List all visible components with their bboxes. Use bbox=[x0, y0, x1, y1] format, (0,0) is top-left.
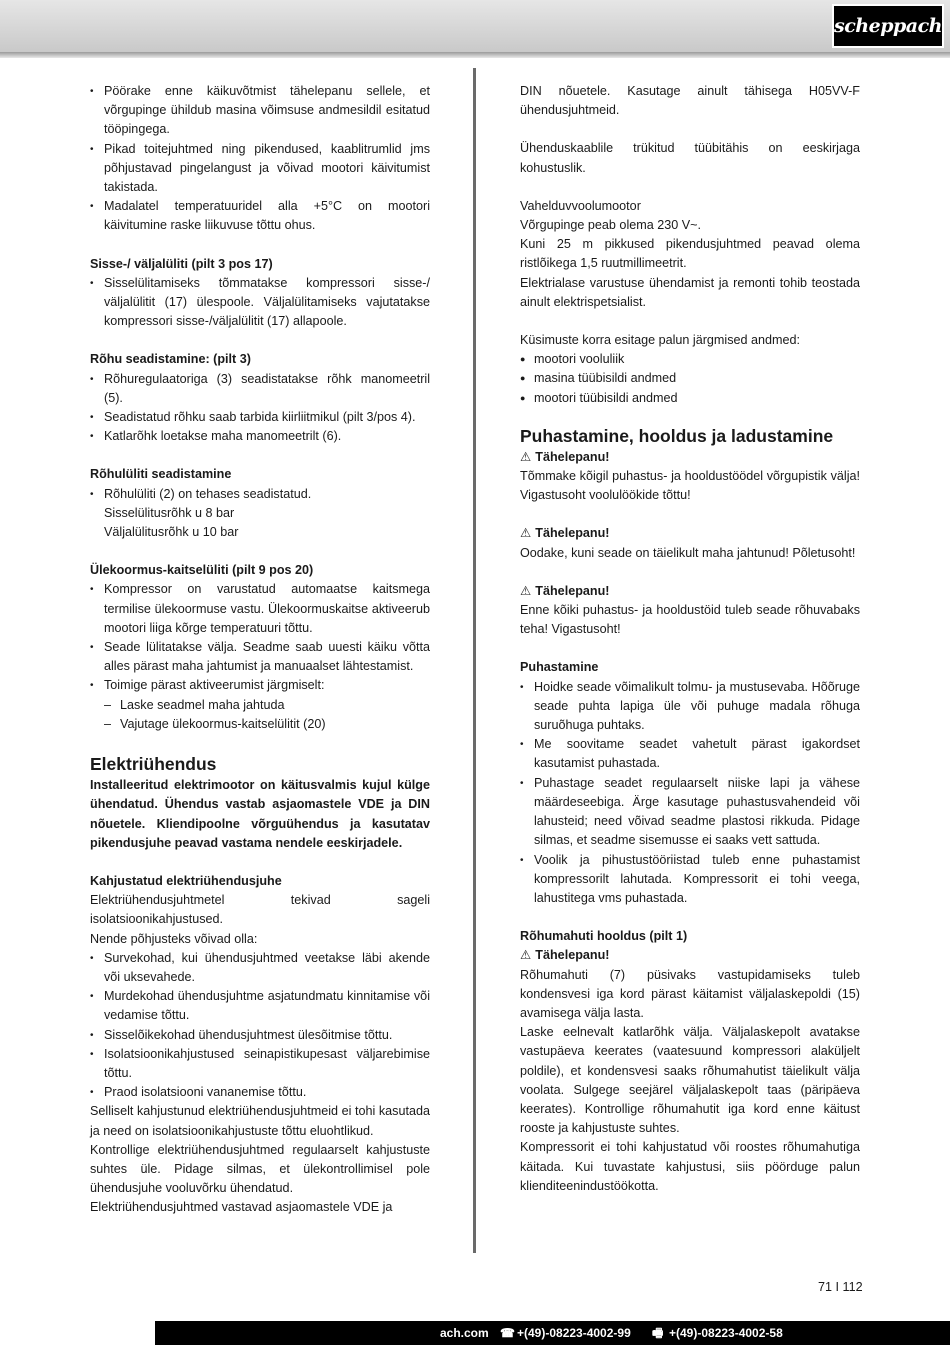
list-item: • Rõhulüliti (2) on tehases seadistatud. bbox=[90, 485, 430, 504]
header-bar bbox=[0, 0, 950, 52]
cleaning-section-heading: Puhastamine, hooldus ja ladustamine bbox=[520, 425, 834, 446]
paragraph: Elektriühendusjuhtmed vastavad asjaomastele VDE ja bbox=[90, 1200, 393, 1215]
right-column bbox=[520, 82, 860, 1196]
warning-label: ⚠ Tähelepanu! bbox=[520, 948, 610, 963]
paragraph: Selliselt kahjustunud elektriühendusjuhtmeid ei tohi kasutada ja need on isolatsioonikahjustuste tõttu eluohtlikud. bbox=[90, 1104, 430, 1138]
switch-on-pressure: Sisselülitusrõhk u 8 bar bbox=[104, 505, 235, 520]
paragraph: Kompressorit ei tohi kahjustatud või roostes rõhumahutiga käitada. Kui tuvastate kahjustusi, siis pöörduge palun klienditeenindustöökotta. bbox=[520, 1140, 860, 1193]
step-item: – Vajutage ülekoormus-kaitselülitit (20) bbox=[90, 715, 430, 734]
list-item: • Pikad toitejuhtmed ning pikendused, kaablitrumlid jms põhjustavad pingelangust ja võivad mootori käivitumist takistada. bbox=[90, 140, 430, 198]
list-item: • Seadistatud rõhku saab tarbida kiirliitmikul (pilt 3/pos 4). bbox=[90, 408, 430, 427]
paragraph: Laske eelnevalt katlarõhk välja. Väljalaskepolt avatakse vastupäeva keerates (vaatesuund kompressori alaküljelt poldile), et kondensvesi saaks rõhumahutist täielikult välja voolata. Sulgege seejärel väljalaskepolt taas (päripäeva keerates). Kontrollige rõhumahutit iga kord enne käitust rooste ja kahjustuste suhtes. bbox=[520, 1025, 860, 1136]
list-item: • Madalatel temperatuuridel alla +5°C on mootori käivitumine raske liikuvuse tõttu ohus. bbox=[90, 197, 430, 235]
paragraph: Võrgupinge peab olema 230 V~. bbox=[520, 218, 701, 233]
paragraph: Elektriühendusjuhtmetel tekivad sageli isolatsioonikahjustused. bbox=[90, 893, 430, 927]
warning-text: Oodake, kuni seade on täielikult maha jahtunud! Põletusoht! bbox=[520, 545, 856, 560]
list-item: • Rõhuregulaatoriga (3) seadistatakse rõhk manomeetril (5). bbox=[90, 370, 430, 408]
tank-heading: Rõhumahuti hooldus (pilt 1) bbox=[520, 929, 688, 944]
fax-icon: 🖷 bbox=[652, 1326, 664, 1340]
list-item: • Toimige pärast aktiveerumist järgmiselt: bbox=[90, 676, 430, 695]
list-item: ● mootori vooluliik bbox=[520, 350, 860, 369]
pressure-switch-heading: Rõhulüliti seadistamine bbox=[90, 467, 232, 482]
list-item: • Praod isolatsiooni vananemise tõttu. bbox=[90, 1083, 430, 1102]
list-item: • Me soovitame seadet vahetult pärast igakordset kasutamist puhastada. bbox=[520, 735, 860, 773]
list-item: • Murdekohad ühendusjuhtme asjatundmatu kinnitamise või vedamise tõttu. bbox=[90, 987, 430, 1025]
list-item: • Isolatsioonikahjustused seinapistikupesast väljarebimise tõttu. bbox=[90, 1045, 430, 1083]
warning-text: Enne kõiki puhastus- ja hooldustöid tuleb seade rõhuvabaks teha! Vigastusoht! bbox=[520, 603, 860, 637]
paragraph: DIN nõuetele. Kasutage ainult tähisega H05VV-F ühendusjuhtmeid. bbox=[520, 84, 860, 118]
list-item: • Hoidke seade võimalikult tolmu- ja mustusevaba. Hõõruge seade puhta lapiga üle või puhuge madala rõhuga suruõhuga puhtaks. bbox=[520, 678, 860, 736]
left-column bbox=[90, 82, 430, 1218]
footer-blank bbox=[0, 1321, 155, 1345]
paragraph: Küsimuste korra esitage palun järgmised andmed: bbox=[520, 333, 801, 348]
electrical-heading: Elektriühendus bbox=[90, 754, 217, 775]
damaged-cable-heading: Kahjustatud elektriühendusjuhe bbox=[90, 873, 282, 888]
footer-website: ach.com bbox=[440, 1326, 489, 1340]
step-item: – Laske seadmel maha jahtuda bbox=[90, 696, 430, 715]
paragraph: Elektrialase varustuse ühendamist ja remonti tohib teostada ainult elektrispetsialist. bbox=[520, 275, 860, 309]
page-number: 71 I 112 bbox=[818, 1280, 863, 1294]
intro-list bbox=[90, 82, 430, 236]
warning-text: Tõmmake kõigil puhastus- ja hooldustöödel võrgupistik välja! Vigastusoht voolulöökide tõttu! bbox=[520, 469, 860, 503]
cleaning-heading: Puhastamine bbox=[520, 660, 599, 675]
paragraph: Ühenduskaablile trükitud tüübitähis on eeskirjaga kohustuslik. bbox=[520, 141, 860, 175]
list-item: • Puhastage seadet regulaarselt niiske lapi ja vähese määrdeseebiga. Ärge kasutage puhastusvahendeid või lahusteid; need võivad seadme plastosi rikkuda. Pidage silmas, et seadme sisemusse ei saaks vett sattuda. bbox=[520, 774, 860, 851]
pressure-heading: Rõhu seadistamine: (pilt 3) bbox=[90, 352, 251, 367]
paragraph: Kuni 25 m pikkused pikendusjuhtmed peavad olema ristlõikega 1,5 ruutmillimeetrit. bbox=[520, 237, 860, 271]
list-item: ● mootori tüübisildi andmed bbox=[520, 389, 860, 408]
switch-off-pressure: Väljalülitusrõhk u 10 bar bbox=[104, 525, 239, 540]
list-item: • Sisselülitamiseks tõmmatakse kompressori sisse-/ väljalülitit (17) ülespoole. Väljalülitamiseks vajutatakse kompressori sisse-/väljalülitit (17) allapoole. bbox=[90, 274, 430, 332]
phone-icon: ☎ bbox=[500, 1326, 515, 1340]
paragraph: Rõhumahuti (7) püsivaks vastupidamiseks tuleb kondensvesi iga kord pärast käitamist väljalaskepoldi (15) avamisega välja lasta. bbox=[520, 967, 860, 1020]
footer-bar bbox=[155, 1321, 950, 1345]
list-item: • Pöörake enne käikuvõtmist tähelepanu sellele, et võrgupinge ühildub masina võimsuse andmesildil esitatud tööpingega. bbox=[90, 82, 430, 140]
footer-fax: +(49)-08223-4002-58 bbox=[669, 1326, 783, 1340]
list-item: • Katlarõhk loetakse maha manomeetrilt (6). bbox=[90, 427, 430, 446]
scheppach-logo: scheppach bbox=[832, 4, 944, 48]
header-divider bbox=[0, 52, 950, 58]
warning-icon: ⚠ bbox=[520, 948, 532, 963]
paragraph: Nende põhjusteks võivad olla: bbox=[90, 931, 258, 946]
list-item: ● masina tüübisildi andmed bbox=[520, 369, 860, 388]
warning-label: ⚠ Tähelepanu! bbox=[520, 449, 610, 464]
warning-label: ⚠ Tähelepanu! bbox=[520, 526, 610, 541]
list-item: • Voolik ja pihustustööriistad tuleb enne puhastamist kompressorilt lahutada. Kompressorit ei tohi veega, lahustitega vms puhastada. bbox=[520, 851, 860, 909]
warning-icon: ⚠ bbox=[520, 583, 532, 598]
list-item: • Kompressor on varustatud automaatse kaitsmega termilise ülekoormuse vastu. Ülekoormuskaitse aktiveerub mootori liiga kõrge temperatuuri tõttu. bbox=[90, 580, 430, 638]
list-item: • Seade lülitatakse välja. Seadme saab uuesti käiku võtta alles pärast maha jahtumist ja manuaalset lähtestamist. bbox=[90, 638, 430, 676]
switch-heading: Sisse-/ väljalüliti (pilt 3 pos 17) bbox=[90, 256, 273, 271]
electrical-lede: Installeeritud elektrimootor on käitusvalmis kujul külge ühendatud. Ühendus vastab asjaomastele VDE ja DIN nõuetele. Kliendipoolne võrguühendus ja kasutatav pikendusjuhe peavad vastama nendele eeskirjadele. bbox=[90, 778, 430, 850]
warning-icon: ⚠ bbox=[520, 526, 532, 541]
list-item: • Sisselõikekohad ühendusjuhtmest ülesõitmise tõttu. bbox=[90, 1026, 430, 1045]
paragraph: Kontrollige elektriühendusjuhtmed regulaarselt kahjustuste suhtes üle. Pidage silmas, et ülekontrollimisel pole ühendusjuhe vooluvõrku ühendatud. bbox=[90, 1142, 430, 1196]
overload-heading: Ülekoormus-kaitselüliti (pilt 9 pos 20) bbox=[90, 563, 314, 578]
footer-phone: +(49)-08223-4002-99 bbox=[517, 1326, 631, 1340]
column-divider bbox=[473, 68, 476, 1253]
list-item: • Survekohad, kui ühendusjuhtmed veetakse läbi akende või uksevahede. bbox=[90, 949, 430, 987]
warning-label: ⚠ Tähelepanu! bbox=[520, 583, 610, 598]
ac-motor-heading: Vahelduvvoolumootor bbox=[520, 198, 641, 213]
warning-icon: ⚠ bbox=[520, 449, 532, 464]
